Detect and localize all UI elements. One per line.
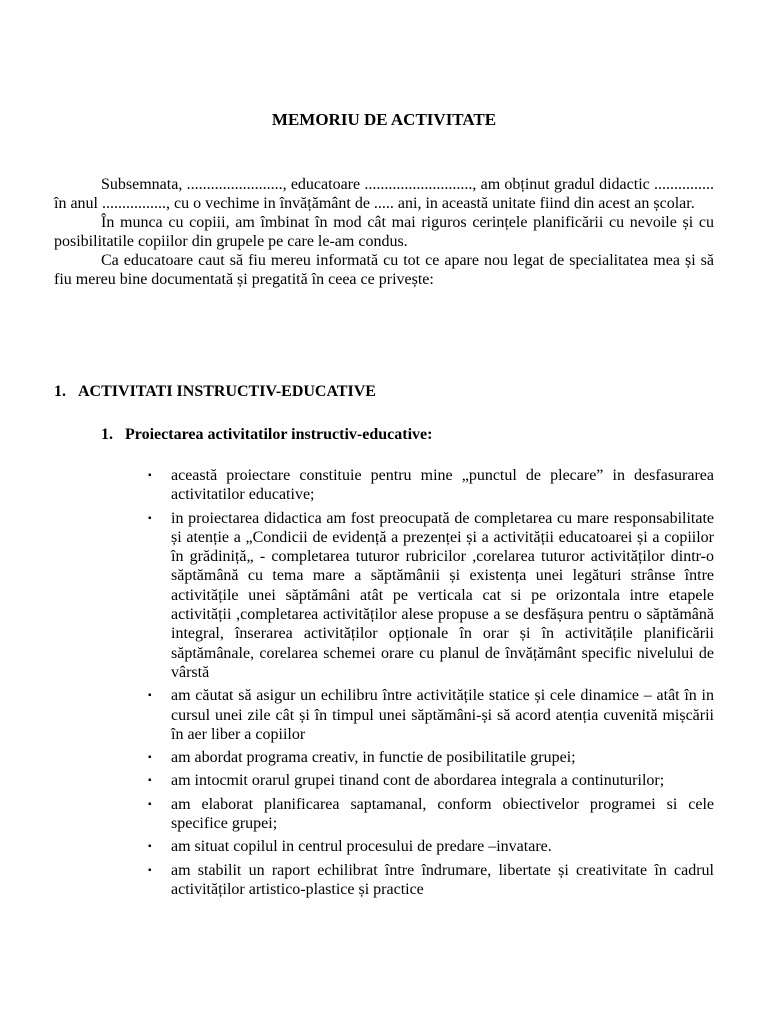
list-item-text: am intocmit orarul grupei tinand cont de abordarea integrala a continuturilor;	[171, 772, 665, 790]
list-item	[148, 509, 714, 683]
list-item-text: am căutat să asigur un echilibru între activitățile statice și cele dinamice – atât în in cursul unei zile cât și în timpul unei săptămâni-și să acord atenția cuvenită mișcării în aer liber a copiilor	[171, 687, 714, 743]
subsection-number: 1.	[101, 426, 113, 443]
square-bullet-icon: ▪	[148, 864, 152, 876]
list-item-text: am situat copilul in centrul procesului de predare –invatare.	[171, 838, 552, 856]
list-item-text: am stabilit un raport echilibrat între îndrumare, libertate și creativitate în cadrul activităților artistico-plastice și practice	[171, 861, 714, 898]
list-item	[148, 771, 714, 790]
list-item	[148, 686, 714, 744]
section-title: ACTIVITATI INSTRUCTIV-EDUCATIVE	[78, 383, 376, 400]
section-heading	[54, 382, 376, 402]
intro-section	[54, 175, 714, 289]
activity-bullet-list	[148, 466, 714, 903]
list-item	[148, 748, 714, 767]
intro-paragraph: În munca cu copiii, am îmbinat în mod cât mai riguros cerințele planificării cu nevoile și cu posibilitatile copiilor din grupele pe care le-am condus.	[54, 214, 714, 250]
square-bullet-icon: ▪	[148, 798, 152, 810]
document-title: MEMORIU DE ACTIVITATE	[271, 110, 497, 129]
list-item	[148, 795, 714, 834]
list-item-text: această proiectare constituie pentru mine „punctul de plecare” in desfasurarea activitatilor educative;	[171, 467, 714, 504]
subsection-title: Proiectarea activitatilor instructiv-educative:	[125, 426, 433, 443]
square-bullet-icon: ▪	[148, 470, 152, 481]
list-item-text: in proiectarea didactica am fost preocupată de completarea cu mare responsabilitate și atenție a „Condicii de evidență a prezenței și a activității educatoarei și a copiilor în grădiniță„ - completarea tuturor rubricilor ,corelarea tuturor activităților dintr-o săptămână cu tema mare a săptămânii și existența unei legături strânse între activitățile unei săptămâni atât pe verticala cat si pe orizontala intre etapele activității ,completarea activităților alese propuse a se desfășura pentru o săptămână integral, înserarea activităților opționale în orar și în activitățile planificării săptămânale, corelarea schemei orare cu planul de învățământ specific nivelului de vârstă	[171, 509, 714, 681]
square-bullet-icon: ▪	[148, 752, 152, 764]
list-item	[148, 466, 714, 505]
list-item	[148, 861, 714, 900]
square-bullet-icon: ▪	[148, 841, 152, 853]
intro-paragraph: Ca educatoare caut să fiu mereu informată cu tot ce apare nou legat de specialitatea mea și să fiu mereu bine documentată și pregatită în ceea ce privește:	[54, 252, 714, 288]
list-item	[148, 837, 714, 856]
square-bullet-icon: ▪	[148, 690, 152, 702]
subsection-heading	[101, 425, 432, 445]
list-item-text: am abordat programa creativ, in functie de posibilitatile grupei;	[171, 749, 576, 767]
list-item-text: am elaborat planificarea saptamanal, conform obiectivelor programei si cele specifice grupei;	[171, 795, 714, 833]
intro-paragraph: Subsemnata, ........................, educatoare ..........................., am obținut gradul didactic ............... în anul ................, cu o vechime in învățământ de ..... ani, in această unitate fiind din acest an școlar.	[54, 176, 714, 212]
square-bullet-icon: ▪	[148, 775, 152, 787]
square-bullet-icon: ▪	[148, 512, 152, 524]
section-number: 1.	[54, 383, 66, 400]
